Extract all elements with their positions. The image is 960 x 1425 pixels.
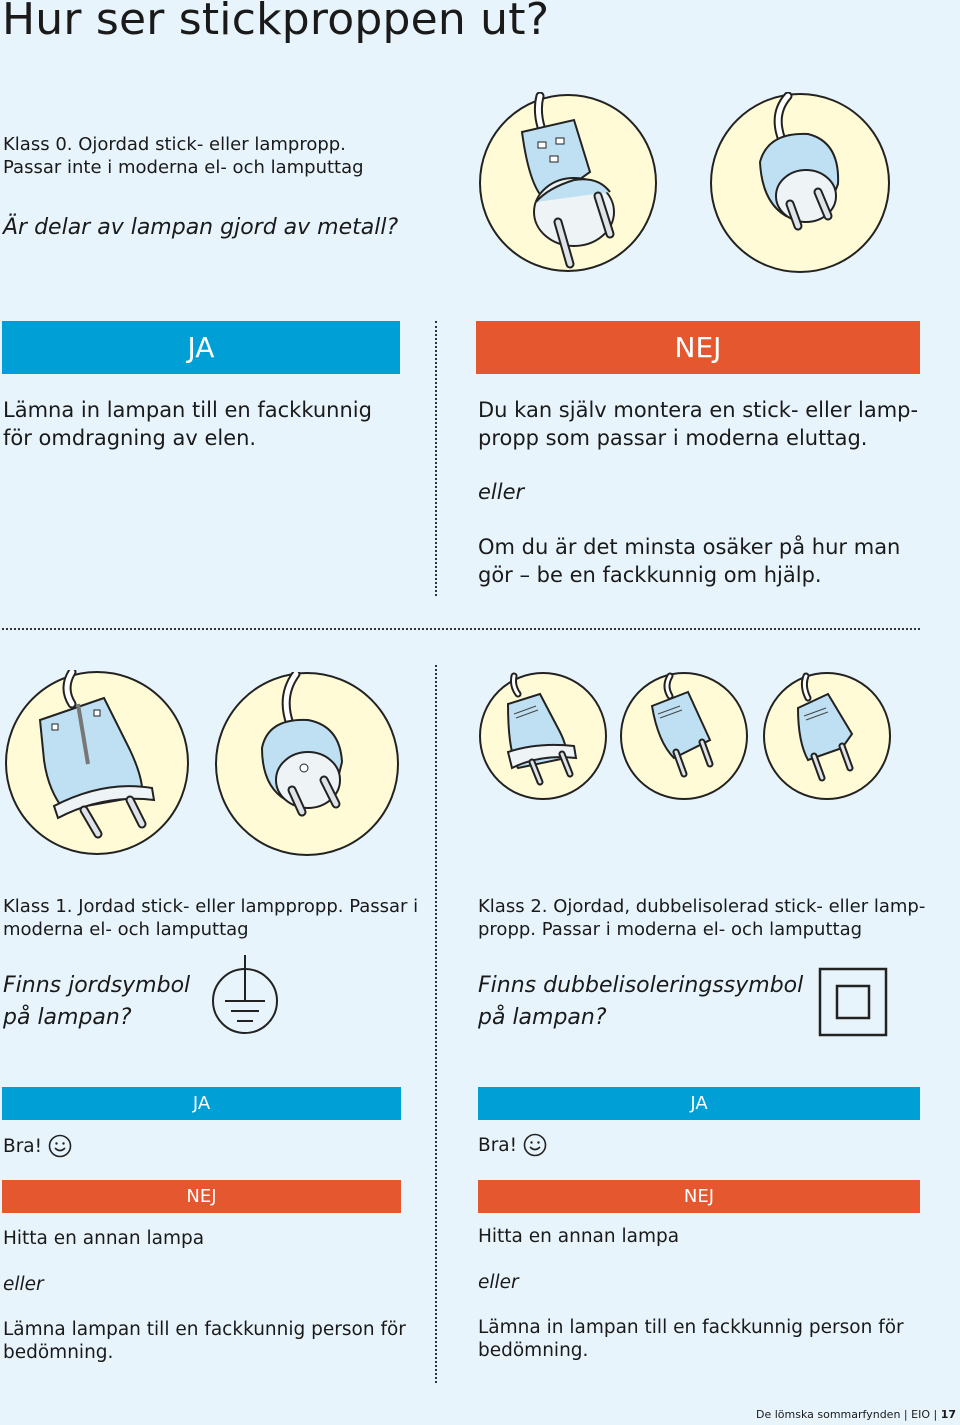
class1-plug-1-illustration xyxy=(4,670,190,856)
class0-heading-line1: Klass 0. Ojordad stick- eller lampropp. xyxy=(3,134,346,155)
class1-heading xyxy=(3,895,418,941)
class0-nej-text-line1: Du kan själv montera en stick- eller lamp- xyxy=(478,398,919,422)
footer-publication: De lömska sommarfynden xyxy=(756,1408,901,1421)
footer-org: EIO xyxy=(911,1408,930,1421)
class2-ja-result xyxy=(478,1133,547,1157)
class0-plug-1-illustration xyxy=(478,92,658,274)
class2-heading-line1: Klass 2. Ojordad, dubbelisolerad stick- eller lamp- xyxy=(478,896,926,917)
class0-plug-2-illustration xyxy=(708,92,892,274)
class0-heading xyxy=(3,133,364,179)
class2-nej-text2-line1: Lämna in lampan till en fackkunnig person för xyxy=(478,1317,904,1338)
class0-question: Är delar av lampan gjord av metall? xyxy=(3,215,399,240)
class2-ja-text: Bra! xyxy=(478,1134,518,1156)
class1-heading-line1: Klass 1. Jordad stick- eller lamppropp. Passar i xyxy=(3,896,419,917)
footer-separator: | xyxy=(903,1408,912,1421)
vertical-divider-bottom xyxy=(435,665,437,1383)
class1-ja-text: Bra! xyxy=(3,1135,43,1157)
page-footer xyxy=(756,1408,956,1421)
class1-nej-text2-line1: Lämna lampan till en fackkunnig person för xyxy=(3,1319,406,1340)
class1-question-line1: Finns jordsymbol xyxy=(3,973,191,998)
class2-ja-banner: JA xyxy=(478,1087,920,1120)
class1-ja-result xyxy=(3,1134,72,1158)
smiley-icon xyxy=(523,1133,547,1157)
smiley-icon xyxy=(48,1134,72,1158)
class1-heading-line2: moderna el- och lamputtag xyxy=(3,919,249,940)
vertical-divider-top xyxy=(435,321,437,596)
class2-plug-3-illustration xyxy=(762,672,892,800)
class0-ja-banner: JA xyxy=(2,321,400,374)
class2-plug-2-illustration xyxy=(618,672,750,800)
class1-nej-text: Hitta en annan lampa xyxy=(3,1228,205,1249)
page-number: 17 xyxy=(940,1408,956,1421)
class1-nej-banner: NEJ xyxy=(2,1180,401,1213)
class1-question xyxy=(3,970,190,1034)
class1-question-line2: på lampan? xyxy=(3,1005,132,1030)
class1-nej-text2-line2: bedömning. xyxy=(3,1342,114,1363)
class2-question-line1: Finns dubbelisoleringssymbol xyxy=(478,973,804,998)
class2-or-text: eller xyxy=(478,1272,519,1293)
class1-or-text: eller xyxy=(3,1274,44,1295)
footer-separator: | xyxy=(933,1408,941,1421)
class1-nej-text2 xyxy=(3,1318,406,1364)
class2-question xyxy=(478,970,803,1034)
horizontal-divider xyxy=(2,628,920,630)
page-title: Hur ser stickproppen ut? xyxy=(2,0,550,45)
class0-nej-text-line2: propp som passar i moderna eluttag. xyxy=(478,426,868,450)
class2-nej-text2 xyxy=(478,1316,904,1362)
class1-ja-banner: JA xyxy=(2,1087,401,1120)
class2-heading-line2: propp. Passar i moderna el- och lamputtag xyxy=(478,919,863,940)
earth-ground-icon xyxy=(210,955,280,1037)
class1-plug-2-illustration xyxy=(214,672,400,856)
class2-nej-text: Hitta en annan lampa xyxy=(478,1226,680,1247)
class2-heading xyxy=(478,895,925,941)
class0-nej-text2 xyxy=(478,533,900,589)
class0-ja-text-line1: Lämna in lampan till en fackkunnig xyxy=(3,398,372,422)
class2-nej-banner: NEJ xyxy=(478,1180,920,1213)
class0-nej-text xyxy=(478,396,918,452)
class2-nej-text2-line2: bedömning. xyxy=(478,1340,589,1361)
class0-or-text: eller xyxy=(478,480,525,504)
class0-nej-banner: NEJ xyxy=(476,321,920,374)
class2-plug-1-illustration xyxy=(478,672,608,800)
class0-ja-text xyxy=(3,396,372,452)
double-insulation-icon xyxy=(818,967,888,1037)
class0-ja-text-line2: för omdragning av elen. xyxy=(3,426,257,450)
class2-question-line2: på lampan? xyxy=(478,1005,607,1030)
class0-nej-text2-line1: Om du är det minsta osäker på hur man xyxy=(478,535,901,559)
class0-heading-line2: Passar inte i moderna el- och lamputtag xyxy=(3,157,364,178)
class0-nej-text2-line2: gör – be en fackkunnig om hjälp. xyxy=(478,563,822,587)
